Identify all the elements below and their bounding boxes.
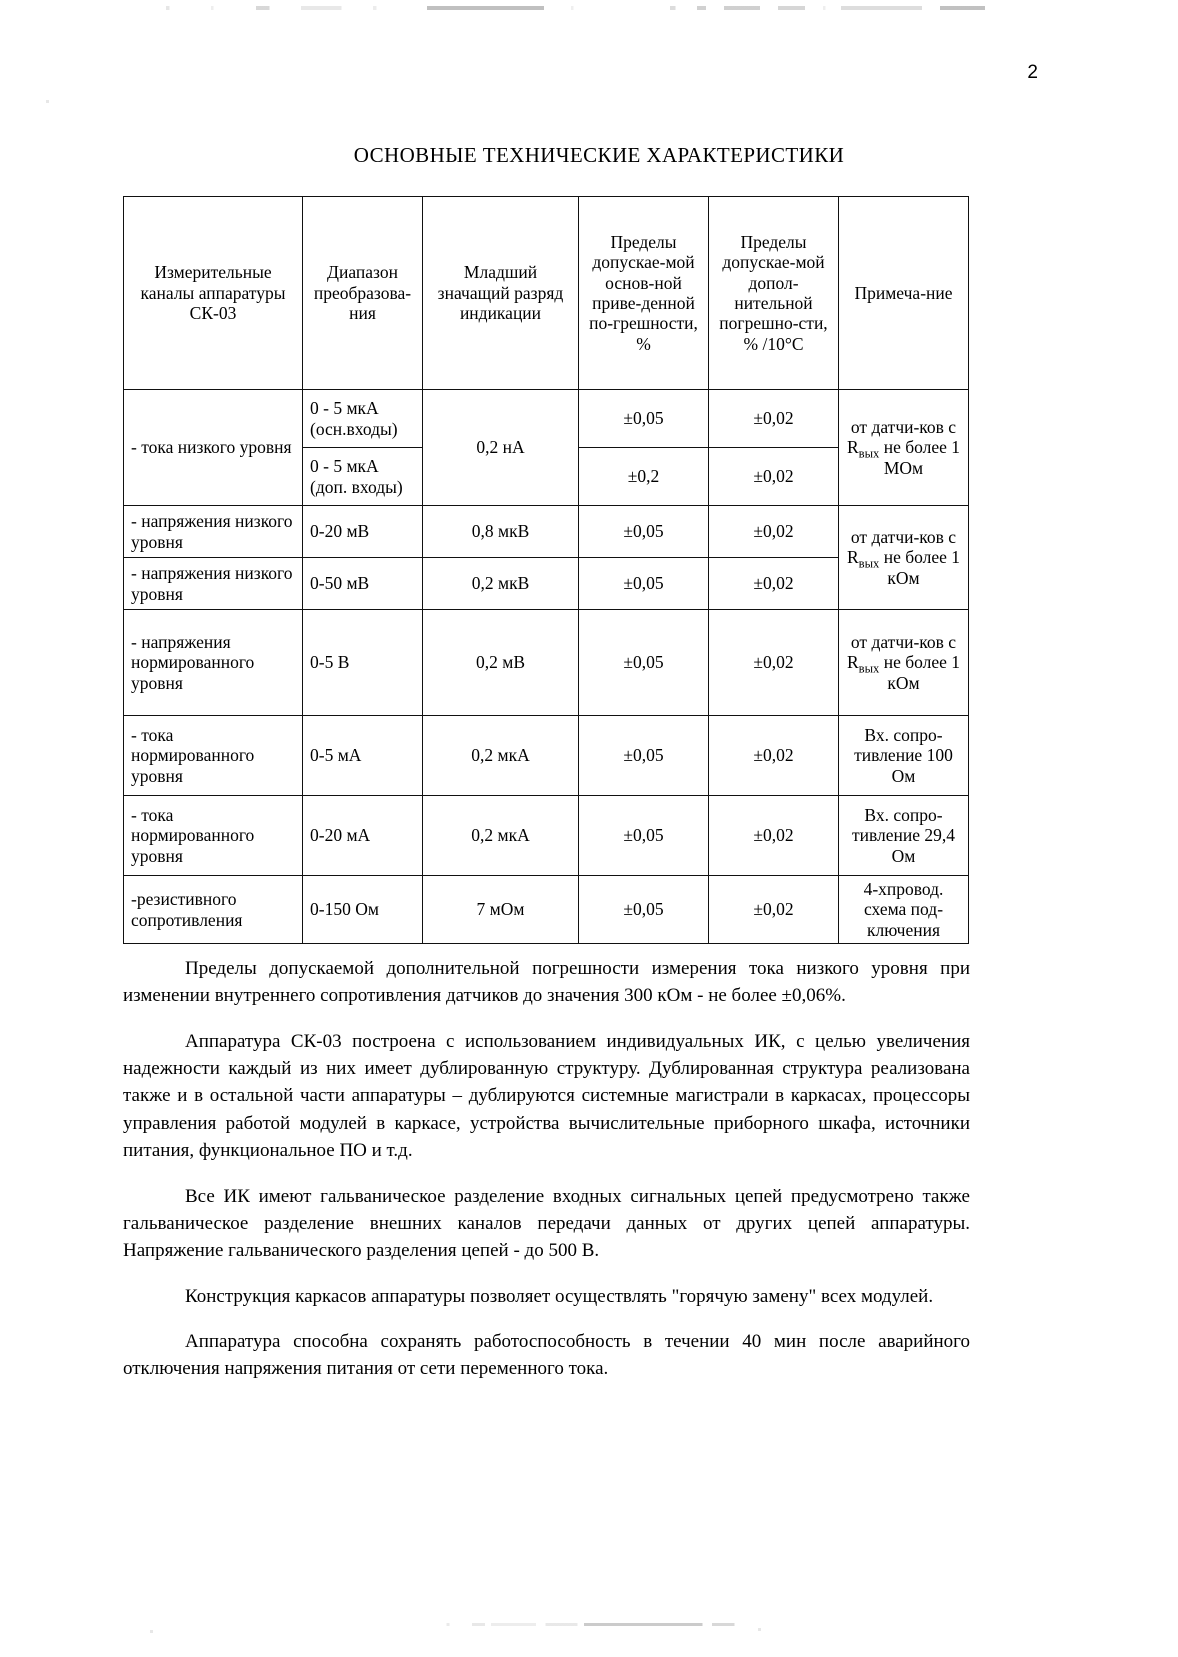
column-header-lsb: Младший значащий разряд индикации (423, 197, 579, 390)
cell-main-error: ±0,2 (579, 448, 709, 506)
cell-main-error: ±0,05 (579, 716, 709, 796)
cell-additional-error: ±0,02 (709, 558, 839, 610)
cell-additional-error: ±0,02 (709, 506, 839, 558)
table-row (124, 610, 969, 716)
cell-channel: - тока нормированного уровня (124, 716, 303, 796)
cell-range: 0 - 5 мкА (доп. входы) (303, 448, 423, 506)
cell-main-error: ±0,05 (579, 390, 709, 448)
cell-range: 0-5 В (303, 610, 423, 716)
cell-additional-error: ±0,02 (709, 716, 839, 796)
cell-additional-error: ±0,02 (709, 876, 839, 944)
cell-main-error: ±0,05 (579, 796, 709, 876)
cell-main-error: ±0,05 (579, 610, 709, 716)
table-row (124, 716, 969, 796)
scan-artifact-top (130, 6, 1030, 10)
paragraph-galvanic-isolation: Все ИК имеют гальваническое разделение входных сигнальных цепей предусмотрено также гальваническое разделение внешних каналов передачи данных от других цепей аппаратуры. Напряжение гальванического разделения цепей - до 500 В. (123, 1185, 970, 1262)
cell-channel: - напряжения низкого уровня (124, 558, 303, 610)
paragraph-backup-power: Аппаратура способна сохранять работоспособность в течении 40 мин после аварийного отключения напряжения питания от сети переменного тока. (123, 1330, 970, 1380)
technical-characteristics-table (123, 196, 969, 944)
column-header-main-error: Пределы допускае-мой основ-ной приве-денной по-грешности, % (579, 197, 709, 390)
cell-note: от датчи-ков с $R_{вых}$ не более 1 кОм (839, 506, 969, 610)
column-header-note: Примеча-ние (839, 197, 969, 390)
cell-lsb: 0,8 мкВ (423, 506, 579, 558)
cell-lsb: 0,2 мкА (423, 716, 579, 796)
paragraph-additional-error: Пределы допускаемой дополнительной погрешности измерения тока низкого уровня при изменении внутреннего сопротивления датчиков до значения 300 кОм - не более ±0,06%. (123, 958, 970, 1007)
cell-range: 0-150 Ом (303, 876, 423, 944)
scan-speck (150, 1630, 153, 1633)
cell-note: 4-хпровод. схема под-ключения (839, 876, 969, 944)
page-number: 2 (1027, 62, 1038, 83)
scan-speck (46, 100, 49, 103)
cell-additional-error: ±0,02 (709, 448, 839, 506)
cell-note: от датчи-ков с $R_{вых}$ не более 1 МОм (839, 390, 969, 506)
cell-note: Вх. сопро-тивление 29,4 Ом (839, 796, 969, 876)
cell-lsb: 0,2 мкА (423, 796, 579, 876)
cell-channel: - напряжения нормированного уровня (124, 610, 303, 716)
cell-range: 0-5 мА (303, 716, 423, 796)
cell-additional-error: ±0,02 (709, 390, 839, 448)
cell-main-error: ±0,05 (579, 876, 709, 944)
cell-main-error: ±0,05 (579, 506, 709, 558)
cell-lsb: 0,2 мкВ (423, 558, 579, 610)
cell-channel: - тока низкого уровня (124, 390, 303, 506)
table-row (124, 796, 969, 876)
scan-artifact-bottom (440, 1623, 760, 1626)
cell-channel: - напряжения низкого уровня (124, 506, 303, 558)
table-row (124, 390, 969, 448)
cell-channel: - тока нормированного уровня (124, 796, 303, 876)
cell-range: 0-20 мА (303, 796, 423, 876)
paragraph-redundancy: Аппаратура СК-03 построена с использованием индивидуальных ИК, с целью увеличения надежности каждый из них имеет дублированную структуру. Дублированная структура реализована также и в остальной части аппаратуры – дублируются системные магистрали в каркасах, процессоры управления работой модулей в каркасе, устройства вычислительные приборного шкафа, источники питания, функциональное ПО и т.д. (123, 1030, 970, 1162)
cell-range: 0-20 мВ (303, 506, 423, 558)
page-title: ОСНОВНЫЕ ТЕХНИЧЕСКИЕ ХАРАКТЕРИСТИКИ (353, 143, 845, 167)
cell-range: 0-50 мВ (303, 558, 423, 610)
cell-additional-error: ±0,02 (709, 610, 839, 716)
table-row (124, 506, 969, 558)
cell-lsb: 0,2 нА (423, 390, 579, 506)
cell-channel: -резистивного сопротивления (124, 876, 303, 944)
column-header-channels: Измерительные каналы аппаратуры СК-03 (124, 197, 303, 390)
cell-note: от датчи-ков с $R_{вых}$ не более 1 кОм (839, 610, 969, 716)
body-text (123, 955, 970, 1383)
paragraph-hot-swap: Конструкция каркасов аппаратуры позволяет осуществлять "горячую замену" всех модулей. (185, 1285, 934, 1307)
column-header-additional-error: Пределы допускае-мой допол-нительной погрешно-сти, % /10°C (709, 197, 839, 390)
cell-lsb: 0,2 мВ (423, 610, 579, 716)
cell-main-error: ±0,05 (579, 558, 709, 610)
cell-range: 0 - 5 мкА (осн.входы) (303, 390, 423, 448)
cell-additional-error: ±0,02 (709, 796, 839, 876)
column-header-range: Диапазон преобразова-ния (303, 197, 423, 390)
scan-speck (758, 1628, 761, 1631)
table-header-row (124, 197, 969, 390)
cell-lsb: 7 мОм (423, 876, 579, 944)
table-row (124, 876, 969, 944)
cell-note: Вх. сопро-тивление 100 Ом (839, 716, 969, 796)
